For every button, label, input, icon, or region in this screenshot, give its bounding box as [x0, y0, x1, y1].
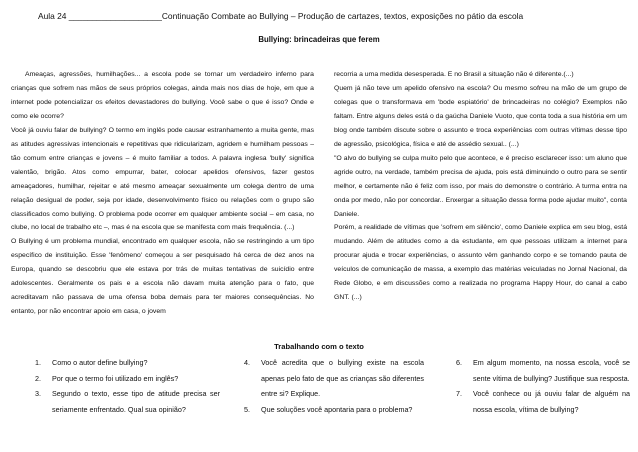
question-text: Segundo o texto, esse tipo de atitude precisa ser seriamente enfrentado. Qual sua opinião?	[52, 389, 220, 415]
question-text: Você acredita que o bullying existe na escola apenas pelo fato de que as crianças são diferentes entre si? Explique.	[261, 358, 424, 399]
question-text: Em algum momento, na nossa escola, você se sente vítima de bullying? Justifique sua resposta.	[473, 358, 630, 383]
question-item	[25, 355, 220, 371]
article-paragraph: O Bullying é um problema mundial, encontrado em qualquer escola, não se restringindo a um tipo específico de instituição. Esse 'fenômeno' começou a ser pesquisado há cerca de dez anos na Europa, quando se descobriu que ele estava por trás de muitas tentativas de suicídio entre adolescentes. Geralmente os pais e a escola não davam muita atenção para o fato, que acreditavam não passava de uma ofensa boba demais para ter maiores consequências. No entanto, por não encontrar apoio em casa, o jovem	[11, 238, 314, 316]
question-number: 3.	[35, 389, 41, 399]
question-list-1	[25, 355, 220, 418]
exercise-section-title: Trabalhando com o texto	[274, 342, 364, 351]
lesson-header: Aula 24 ____________________Continuação Combate ao Bullying – Produção de cartazes, textos, exposições no pátio da escola	[38, 11, 524, 21]
question-number: 5.	[244, 405, 250, 415]
article-right-column	[334, 68, 627, 305]
question-list-2	[234, 355, 424, 418]
question-text: Como o autor define bullying?	[52, 358, 148, 367]
question-text: Por que o termo foi utilizado em inglês?	[52, 373, 179, 383]
question-item	[446, 355, 630, 386]
question-number: 1.	[35, 358, 41, 367]
question-number: 4.	[244, 358, 250, 367]
article-left-column	[11, 68, 314, 319]
question-item	[234, 355, 424, 402]
question-number: 2.	[35, 373, 41, 383]
question-text: Você conhece ou já ouviu falar de alguém na nossa escola, vítima de bullying?	[473, 389, 630, 415]
article-paragraph: Porém, a realidade de vítimas que 'sofrem em silêncio', como Daniele explica em seu blog, está mudando. Além de atitudes como a da estudante, em que pessoas utilizam a internet para procurar ajuda e trocar experiências, o assunto vêm ganhando corpo e se tornando pauta de veículos de comunicação de massa, a exemplo das matérias veiculadas no Jornal Nacional, da Rede Globo, e em discussões como a realizada no programa Happy Hour, do canal a cabo GNT. (...)	[334, 224, 627, 302]
article-paragraph: "O alvo do bullying se culpa muito pelo que acontece, e é preciso esclarecer isso: um aluno que agride outro, na verdade, também precisa de ajuda, pois está diminuindo o outro para se sentir melhor, e certamente não é feliz com isso, por mais do demonstre o contrário. A turma entra na onda por medo, não por concordar.. Enxergar a situação dessa forma pode ajudar muito", conta Daniele.	[334, 154, 627, 218]
text-title: Bullying: brincadeiras que ferem	[258, 35, 380, 44]
question-item	[25, 371, 220, 387]
question-list-3	[446, 355, 630, 418]
article-paragraph: recorria a uma medida desesperada. E no Brasil a situação não é diferente.(...)	[334, 71, 574, 78]
question-text: Que soluções você apontaria para o problema?	[261, 405, 413, 415]
question-item	[446, 386, 630, 417]
question-number: 7.	[456, 389, 462, 399]
question-item	[25, 386, 220, 417]
question-item	[234, 402, 424, 418]
article-paragraph: Quem já não teve um apelido ofensivo na escola? Ou mesmo sofreu na mão de um grupo de colegas que o transformava em 'bode espiatório' de brincadeiras no colégio? Exemplos não faltam. Entre alguns deles está o da gaúcha Daniele Vuoto, que conta toda a sua história em um blog onde também discute sobre o assunto e troca experiências com outras vítimas desse tipo de agressão, psicológica, física e até de assédio sexual.. (...)	[334, 84, 627, 148]
article-paragraph: Você já ouviu falar de bullying? O termo em inglês pode causar estranhamento a muita gente, mas as atitudes agressivas intencionais e repetitivas que ridicularizam, agridem e humilham pessoas – tão comum entre crianças e jovens – é muito familiar a todos. A palavra inglesa 'bully' significa valentão, brigão. Atos como empurrar, bater, colocar apelidos ofensivos, fazer gestos ameaçadores, humilhar, rejeitar e até mesmo ameaçar sexualmente um colega dentro de uma relação desigual de poder, seja por idade, desenvolvimento físico ou relações com o grupo são classificados como bullying. O problema pode ocorrer em qualquer ambiente social – em casa, no clube, no local de trabalho etc –, mas é na escola que se manifesta com mais frequência. (...)	[11, 126, 314, 232]
question-number: 6.	[456, 358, 462, 367]
article-paragraph: Ameaças, agressões, humilhações... a escola pode se tornar um verdadeiro inferno para crianças que sofrem nas mãos de seus próprios colegas, ainda mais nos dias de hoje, em que a internet pode potencializar os efeitos devastadores do bullying. Você sabe o que é isso? Onde e como ele ocorre?	[11, 71, 314, 120]
